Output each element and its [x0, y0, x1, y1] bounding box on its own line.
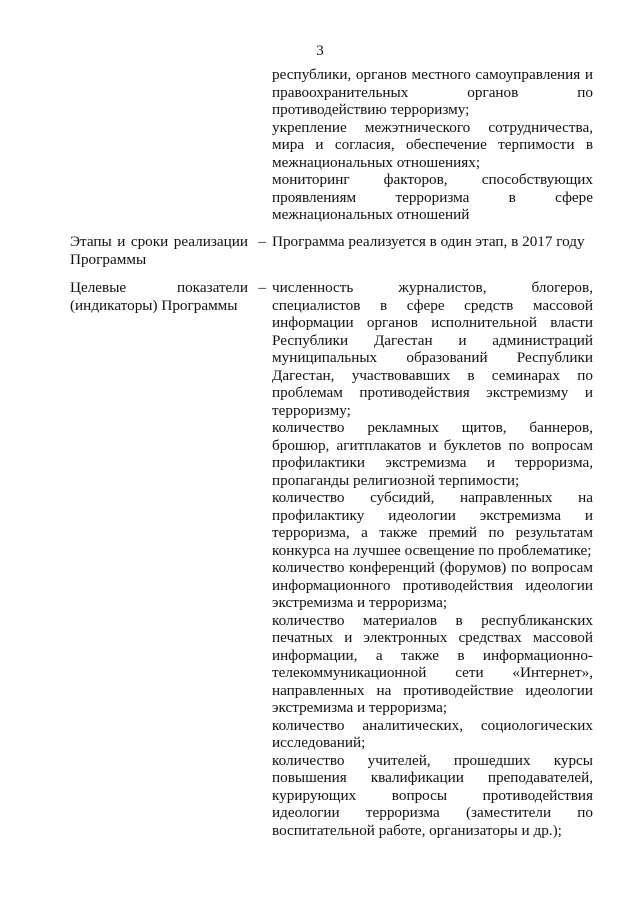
- row-value-indicators: [272, 279, 593, 839]
- paragraph: численность журналистов, блогеров, специалистов в сфере средств массовой информации органов исполнительной власти Республики Дагестан и администраций муниципальных образований Республики Дагестан, участвовавших в семинарах по проблемам противодействия экстремизму и терроризму;: [272, 279, 593, 419]
- row-value-stages: [272, 233, 593, 251]
- paragraph: количество материалов в республиканских печатных и электронных средствах массовой информации, а также в информационно-телекоммуникационной сети «Интернет», направленных на противодействие идеологии экстремизма и терроризма;: [272, 611, 593, 716]
- paragraph: количество конференций (форумов) по вопросам информационного противодействия идеологии экстремизма и терроризма;: [272, 559, 593, 611]
- label-text: Этапы и сроки реализации Программы: [70, 233, 248, 268]
- label-dash: –: [258, 233, 266, 250]
- paragraph: количество субсидий, направленных на профилактику идеологии экстремизма и терроризма, а также премий по результатам конкурса на лучшее освещение по проблематике;: [272, 489, 593, 559]
- row-label-stages: [70, 233, 266, 268]
- label-text: Целевые показатели (индикаторы) Программы: [70, 279, 248, 314]
- paragraph: укрепление межэтнического сотрудничества, мира и согласия, обеспечение терпимости в межнациональных отношениях;: [272, 118, 593, 171]
- paragraph: количество рекламных щитов, баннеров, брошюр, агитплакатов и буклетов по вопросам профилактики экстремизма и терроризма, пропаганды религиозной терпимости;: [272, 419, 593, 489]
- paragraph: количество аналитических, социологических исследований;: [272, 716, 593, 751]
- row-label-indicators: [70, 279, 266, 314]
- label-dash: –: [258, 279, 266, 296]
- paragraph: количество учителей, прошедших курсы повышения квалификации преподавателей, курирующих вопросы противодействия идеологии терроризма (заместители по воспитательной работе, организаторы и др.);: [272, 751, 593, 839]
- paragraph: республики, органов местного самоуправления и правоохранительных органов по противодействию терроризму;: [272, 66, 593, 118]
- paragraph: мониторинг факторов, способствующих проявлениям терроризма в сфере межнациональных отношений: [272, 171, 593, 223]
- continuation-text: [272, 66, 593, 224]
- page-number: 3: [316, 43, 324, 59]
- paragraph: Программа реализуется в один этап, в 2017 году: [272, 233, 585, 250]
